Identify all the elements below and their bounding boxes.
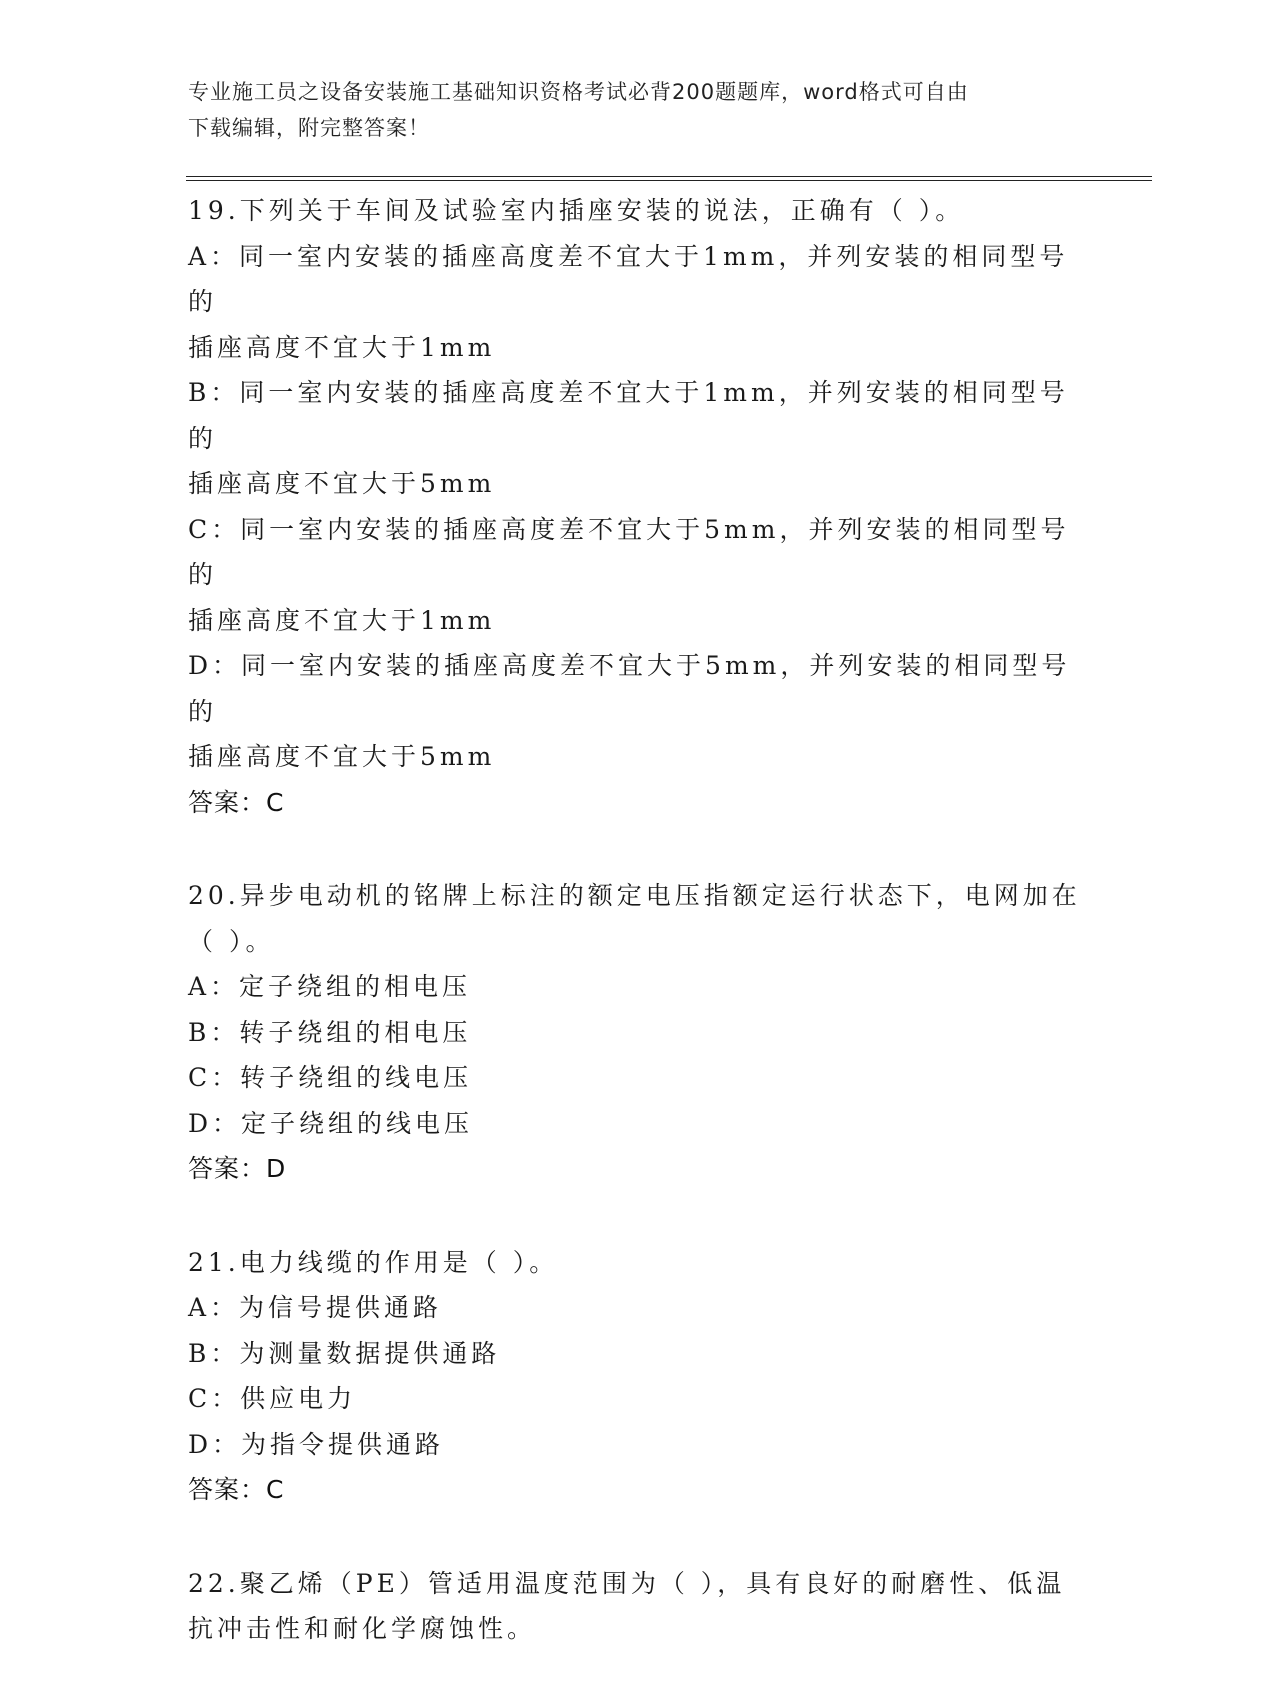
option-d-continued: 插座高度不宜大于5mm	[188, 742, 496, 771]
question-list	[188, 188, 1088, 1700]
header-line: 专业施工员之设备安装施工基础知识资格考试必背200题题库，word格式可自由	[188, 80, 969, 104]
question-21	[188, 1240, 1088, 1513]
option-c: C：转子绕组的线电压	[188, 1063, 473, 1092]
question-stem: 22.聚乙烯（PE）管适用温度范围为（ ），具有良好的耐磨性、低温	[188, 1568, 1066, 1598]
option-b-continued: 插座高度不宜大于5mm	[188, 469, 496, 498]
option-b: B：转子绕组的相电压	[188, 1017, 472, 1047]
document-header	[188, 74, 1068, 146]
answer-label: 答案：C	[188, 1475, 285, 1504]
question-stem-continued: 抗冲击性和耐化学腐蚀性。	[188, 1614, 537, 1643]
question-19	[188, 188, 1088, 825]
question-stem-continued: （ ）。	[188, 926, 275, 956]
question-20	[188, 873, 1088, 1192]
option-b: B：为测量数据提供通路	[188, 1338, 501, 1368]
option-a: A：为信号提供通路	[188, 1293, 443, 1322]
option-d: D：定子绕组的线电压	[188, 1108, 474, 1138]
option-d: D：为指令提供通路	[188, 1429, 445, 1459]
option-b: B：同一室内安装的插座高度差不宜大于1mm，并列安装的相同型号的	[188, 378, 1069, 453]
question-stem: 21.电力线缆的作用是（ ）。	[188, 1247, 559, 1277]
question-stem: 20.异步电动机的铭牌上标注的额定电压指额定运行状态下，电网加在	[188, 881, 1081, 910]
option-a: A：同一室内安装的插座高度差不宜大于1mm，并列安装的相同型号的	[188, 241, 1069, 316]
option-d: D：同一室内安装的插座高度差不宜大于5mm，并列安装的相同型号的	[188, 651, 1071, 726]
answer-label: 答案：C	[188, 787, 285, 817]
header-divider	[186, 176, 1152, 181]
answer-label: 答案：D	[188, 1154, 287, 1183]
option-c: C：供应电力	[188, 1384, 357, 1413]
option-c: C：同一室内安装的插座高度差不宜大于5mm，并列安装的相同型号的	[188, 514, 1070, 589]
question-stem: 19.下列关于车间及试验室内插座安装的说法，正确有（ ）。	[188, 196, 965, 225]
option-a-continued: 插座高度不宜大于1mm	[188, 332, 496, 362]
header-line: 下载编辑，附完整答案！	[188, 116, 430, 140]
option-c-continued: 插座高度不宜大于1mm	[188, 605, 496, 635]
option-a: A：定子绕组的相电压	[188, 972, 472, 1001]
question-22	[188, 1561, 1088, 1652]
